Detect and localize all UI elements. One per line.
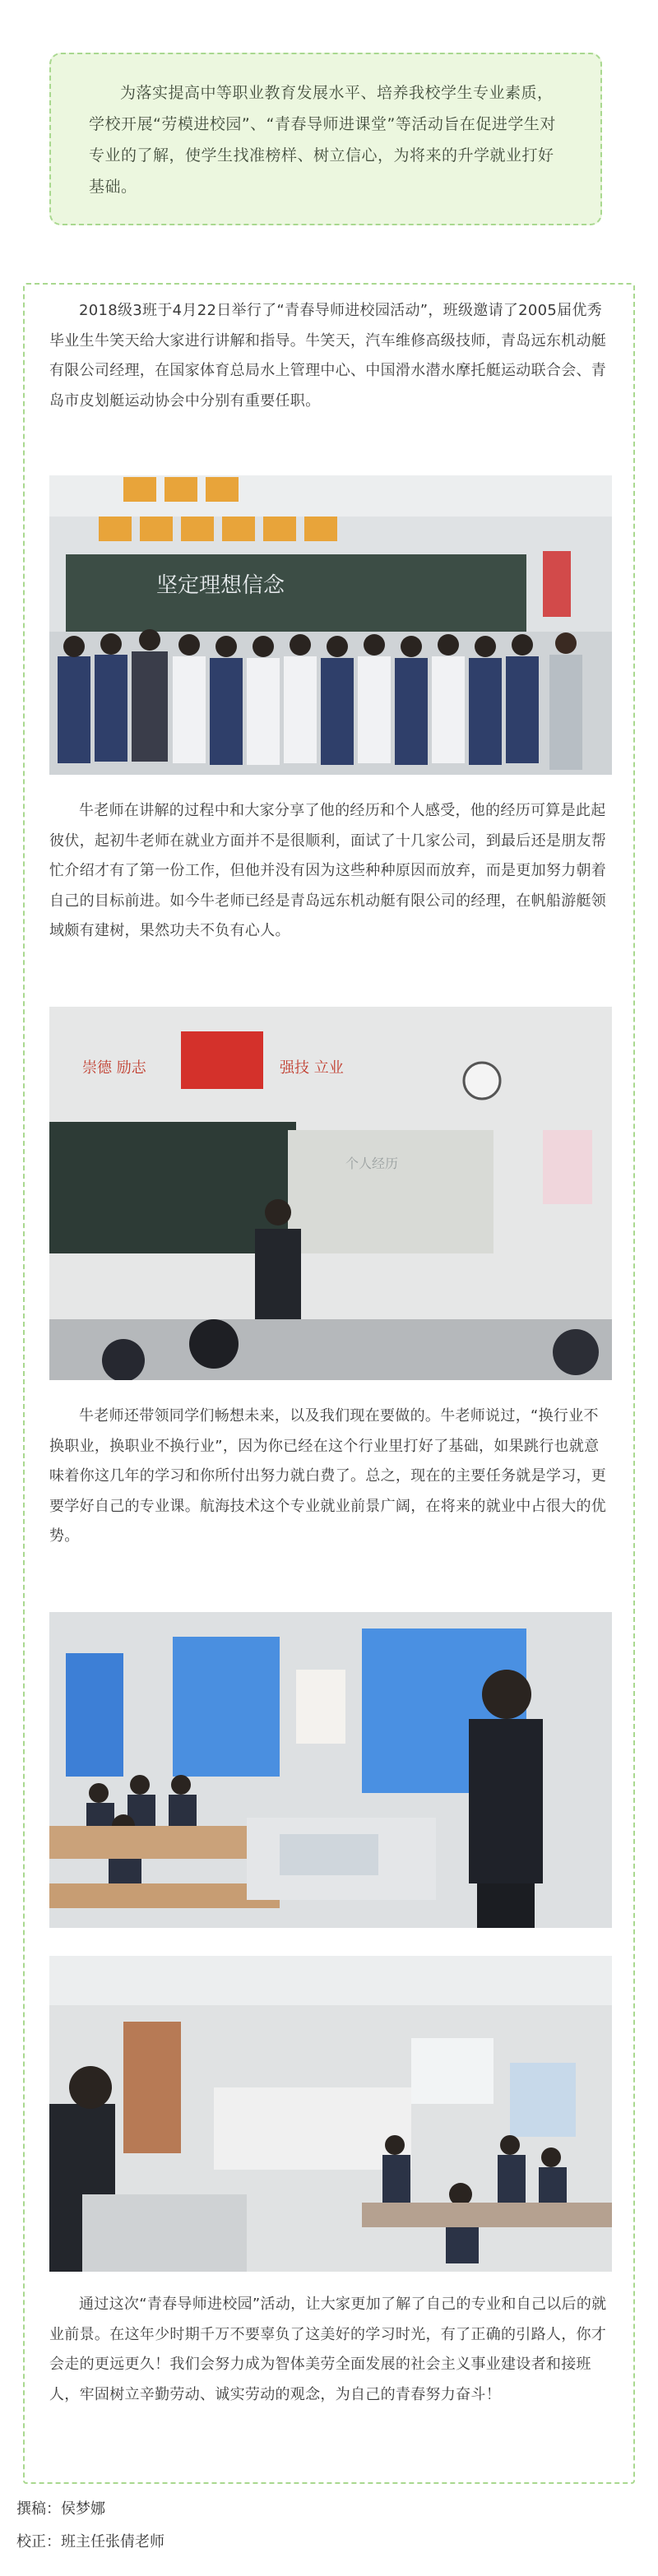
author-credit: 撰稿：侯梦娜: [16, 2500, 105, 2518]
group-photo: [49, 475, 612, 775]
proofreader-credit: 校正：班主任张倩老师: [16, 2533, 164, 2551]
classroom-photo: [49, 1612, 612, 1928]
classroom-photo-2: [49, 1956, 612, 2272]
slogan-right: 强技 立业: [280, 1059, 344, 1077]
banner-text: 坚定理想信念: [156, 573, 285, 598]
slide-title: 个人经历: [345, 1156, 399, 1171]
lecture-photo: [49, 1007, 612, 1380]
intro-text: 为落实提高中等职业教育发展水平、培养我校学生专业素质，学校开展“劳模进校园”、“青春导师进课堂”等活动旨在促进学生对专业的了解，使学生找准榜样、树立信心，为将来的升学就业打好基础。: [89, 84, 556, 196]
paragraph-2: 牛老师在讲解的过程中和大家分享了他的经历和个人感受，他的经历可算是此起彼伏，起初牛老师在就业方面并不是很顺利，面试了十几家公司，到最后还是朋友帮忙介绍才有了第一份工作，但他并没有因为这些种种原因而放弃，而是更加努力朝着自己的目标前进。如今牛老师已经是青岛远东机动艇有限公司的经理，在帆船游艇领域颇有建树，果然功夫不负有心人。: [49, 802, 607, 939]
article-box: [23, 283, 635, 2484]
intro-box: [49, 53, 602, 225]
paragraph-3: 牛老师还带领同学们畅想未来，以及我们现在要做的。牛老师说过，“换行业不换职业，换职业不换行业”，因为你已经在这个行业里打好了基础，如果跳行也就意味着你这几年的学习和你所付出努力就白费了。总之，现在的主要任务就是学习，更要学好自己的专业课。航海技术这个专业就业前景广阔，在将来的就业中占很大的优势。: [49, 1407, 607, 1545]
paragraph-1: 2018级3班于4月22日举行了“青春导师进校园活动”，班级邀请了2005届优秀毕业生牛笑天给大家进行讲解和指导。牛笑天，汽车维修高级技师，青岛远东机动艇有限公司经理，在国家体育总局水上管理中心、中国滑水潜水摩托艇运动联合会、青岛市皮划艇运动协会中分别有重要任职。: [49, 302, 607, 410]
slogan-left: 崇德 励志: [82, 1059, 146, 1077]
paragraph-4: 通过这次“青春导师进校园”活动，让大家更加了解了自己的专业和自己以后的就业前景。在这年少时期千万不要辜负了这美好的学习时光，有了正确的引路人，你才会走的更远更久！我们会努力成为智体美劳全面发展的社会主义事业建设者和接班人，牢固树立辛勤劳动、诚实劳动的观念，为自己的青春努力奋斗！: [49, 2296, 607, 2403]
